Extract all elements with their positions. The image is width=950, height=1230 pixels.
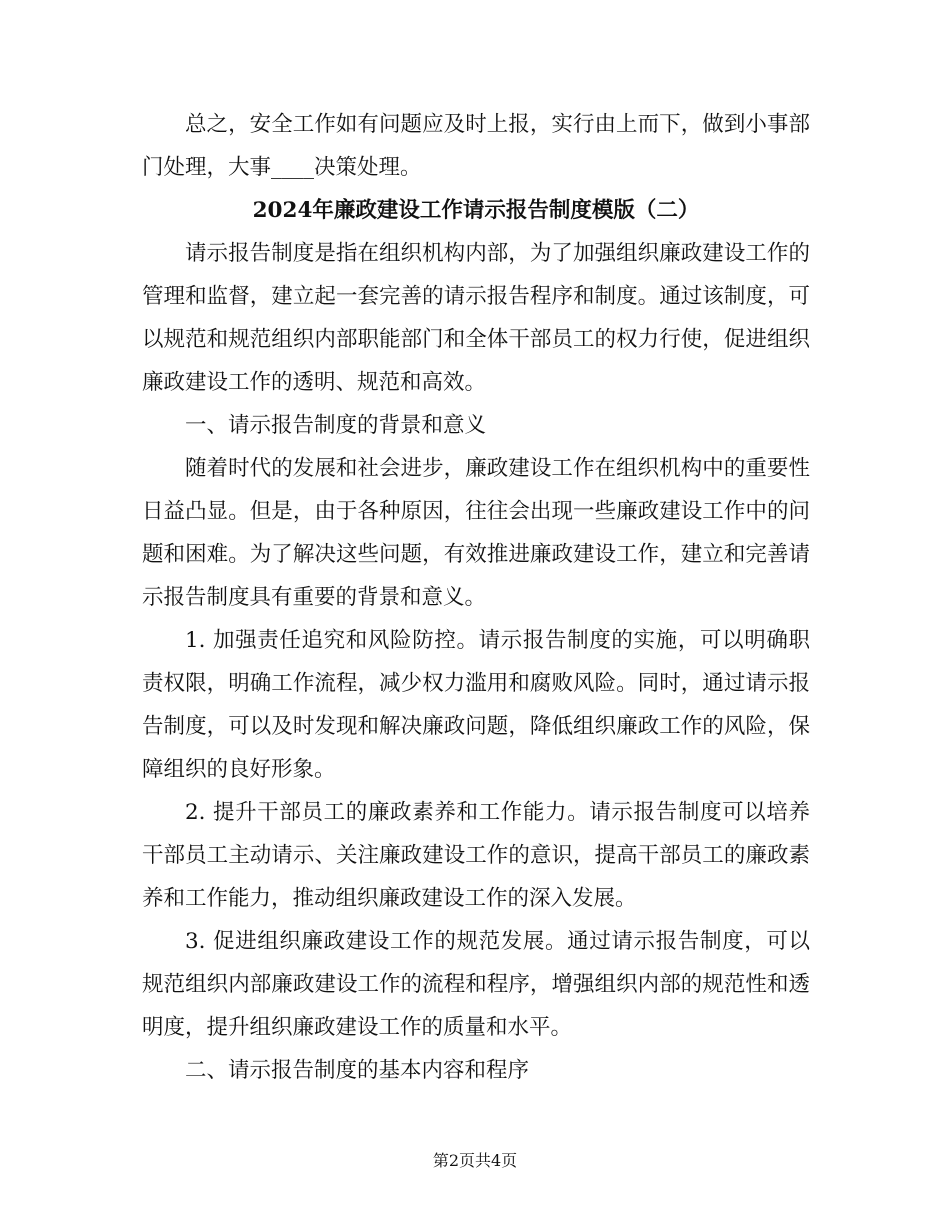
document-body xyxy=(142,103,810,1092)
document-title: 2024年廉政建设工作请示报告制度模版（二） xyxy=(252,198,700,223)
paragraph-definition: 请示报告制度是指在组织机构内部，为了加强组织廉政建设工作的管理和监督，建立起一套完善的请示报告程序和制度。通过该制度，可以规范和规范组织内部职能部门和全体干部员工的权力行使，促进组织廉政建设工作的透明、规范和高效。 xyxy=(142,241,810,395)
paragraph-background: 随着时代的发展和社会进步，廉政建设工作在组织机构中的重要性日益凸显。但是，由于各种原因，往往会出现一些廉政建设工作中的问题和困难。为了解决这些问题，有效推进廉政建设工作，建立和完善请示报告制度具有重要的背景和意义。 xyxy=(142,456,810,610)
page-number-footer: 第2页共4页 xyxy=(432,1151,518,1170)
intro-paragraph: 总之，安全工作如有问题应及时上报，实行由上而下，做到小事部门处理，大事____决策处理。 xyxy=(142,112,810,180)
paragraph-point-3: 3. 促进组织廉政建设工作的规范发展。通过请示报告制度，可以规范组织内部廉政建设工作的流程和程序，增强组织内部的规范性和透明度，提升组织廉政建设工作的质量和水平。 xyxy=(142,929,810,1040)
section-heading-background: 一、请示报告制度的背景和意义 xyxy=(185,413,487,438)
paragraph-point-1: 1. 加强责任追究和风险防控。请示报告制度的实施，可以明确职责权限，明确工作流程，减少权力滥用和腐败风险。同时，通过请示报告制度，可以及时发现和解决廉政问题，降低组织廉政工作的风险，保障组织的良好形象。 xyxy=(142,628,810,782)
section-heading-content: 二、请示报告制度的基本内容和程序 xyxy=(185,1058,530,1083)
paragraph-point-2: 2. 提升干部员工的廉政素养和工作能力。请示报告制度可以培养干部员工主动请示、关注廉政建设工作的意识，提高干部员工的廉政素养和工作能力，推动组织廉政建设工作的深入发展。 xyxy=(142,800,810,911)
